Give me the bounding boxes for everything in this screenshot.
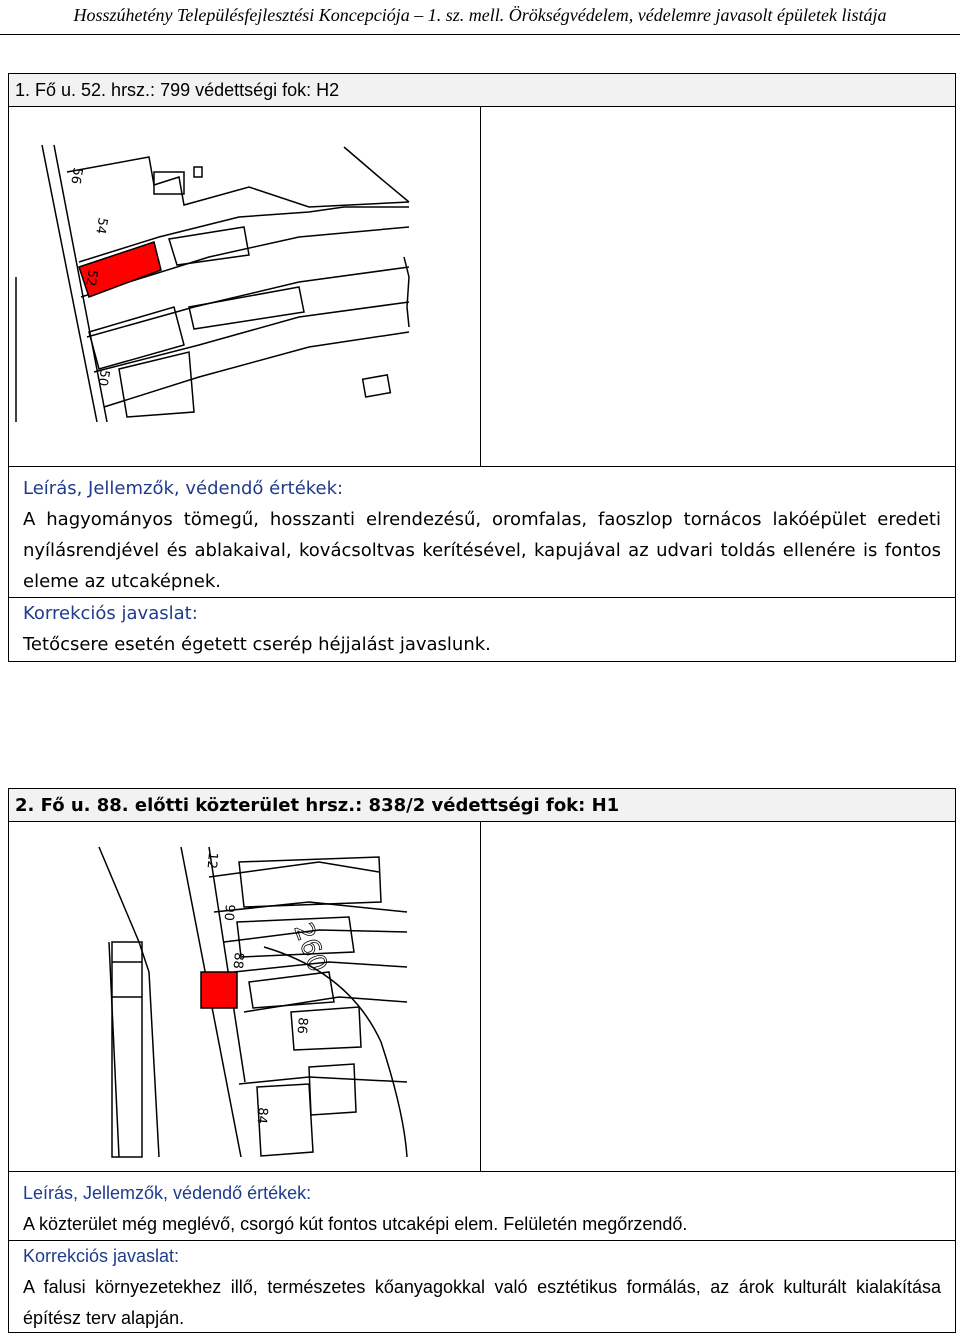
lot-number-label: 54 (92, 216, 110, 236)
site-map (9, 107, 481, 466)
lot-number-label: 88 (229, 951, 246, 970)
lot-number-label: 56 (67, 166, 85, 186)
entry-title: 2. Fő u. 88. előtti közterület hrsz.: 838/2 védettségi fok: H1 (9, 789, 955, 822)
description-heading: Leírás, Jellemzők, védendő értékek: (23, 1183, 312, 1203)
description-heading: Leírás, Jellemzők, védendő értékek: (23, 478, 344, 499)
lot-number-label: 84 (253, 1106, 270, 1125)
correction-heading: Korrekciós javaslat: (23, 603, 198, 624)
lot-number-label: 52 (82, 268, 100, 288)
highlighted-area (201, 972, 237, 1008)
map-row (9, 107, 955, 467)
lot-number-label: 50 (94, 368, 112, 388)
site-map (9, 822, 481, 1171)
lot-number-label: 86 (293, 1016, 310, 1035)
map-row (9, 822, 955, 1172)
heritage-entry-2 (8, 788, 956, 1333)
correction-text: Tetőcsere esetén égetett cserép héjjalást javaslunk. (23, 634, 491, 655)
entry-title: 1. Fő u. 52. hrsz.: 799 védettségi fok: H2 (9, 74, 955, 107)
cadastral-map (9, 107, 481, 467)
cadastral-map (9, 822, 481, 1172)
description-text: A közterület még meglévő, csorgó kút fontos utcaképi elem. Felületén megőrzendő. (23, 1214, 688, 1234)
lot-number-label: 90 (220, 903, 237, 922)
heritage-entry-1 (8, 73, 956, 662)
correction-text: A falusi környezetekhez illő, természetes kőanyagokkal való esztétikus formálás, az árok kulturált kialakítása építész terv alapján. (23, 1277, 941, 1328)
lot-number-label: 12 (203, 851, 220, 870)
page-header: Hosszúhetény Településfejlesztési Koncepciója – 1. sz. mell. Örökségvédelem, védelemre javasolt épületek listája (0, 0, 960, 35)
description-text: A hagyományos tömegű, hosszanti elrendezésű, oromfalas, faoszlop tornácos lakóépület eredeti nyílásrendjével és ablakaival, kovácsoltvas kerítésével, kapujával az udvari toldás ellenére is fontos eleme az utcaképnek. (23, 509, 941, 592)
entry-text (9, 467, 955, 660)
lot-number-label: 260 (287, 919, 333, 977)
entry-text (9, 1172, 955, 1334)
correction-heading: Korrekciós javaslat: (23, 1246, 180, 1266)
